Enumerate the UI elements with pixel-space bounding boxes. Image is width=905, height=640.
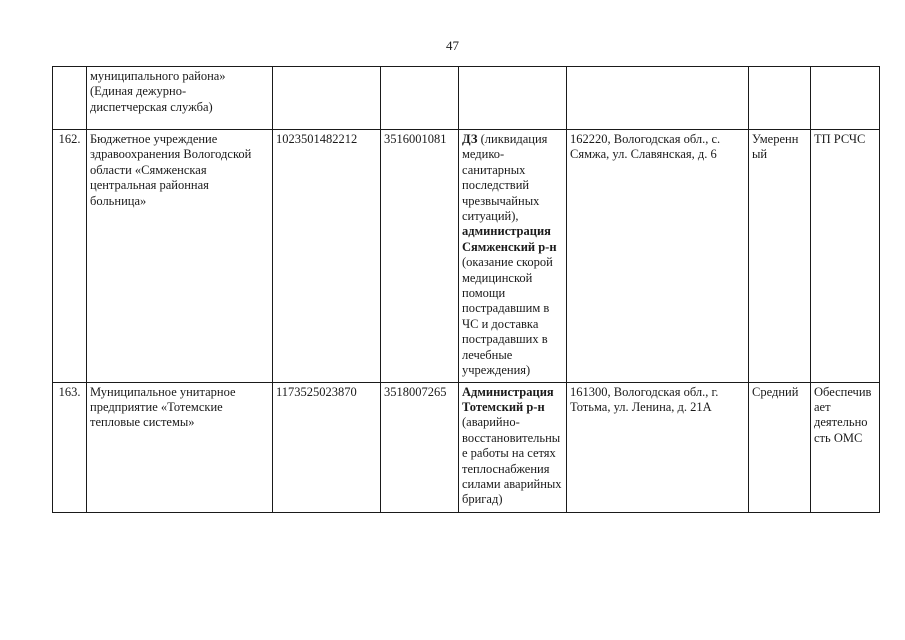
cell-line: здравоохранения Вологодской (90, 147, 252, 162)
cell-line: деятельно (814, 415, 868, 430)
cell-line: Средний (752, 384, 799, 399)
cell-text: санитарных (462, 162, 526, 177)
cell-line (462, 163, 563, 178)
cell-text: восстановительны (462, 430, 561, 445)
row-number: 163. (53, 382, 87, 512)
cell-line (462, 147, 563, 162)
cell-line: предприятие «Тотемские (90, 399, 223, 414)
inn (381, 67, 459, 130)
cell-line: тепловые системы» (90, 415, 195, 430)
bold-text: Сямженский р-н (462, 239, 557, 254)
table-row (53, 130, 880, 383)
cell-text: помощи (462, 286, 506, 301)
cell-text: ЧС и доставка (462, 316, 539, 331)
cell-line (462, 240, 563, 255)
cell-text: медицинской (462, 270, 533, 285)
cell-line: (Единая дежурно- (90, 84, 187, 99)
cell-line (462, 400, 563, 415)
cell-text: силами аварийных (462, 476, 562, 491)
cell-line (462, 477, 563, 492)
ogrn: 1173525023870 (273, 382, 381, 512)
bold-text: ДЗ (462, 132, 478, 146)
cell-line: 162220, Вологодская обл., с. (570, 132, 721, 146)
registry-table-body (53, 67, 880, 513)
cell-line (462, 385, 563, 400)
cell-line (462, 446, 563, 461)
cell-line (462, 462, 563, 477)
cell-line (462, 348, 563, 363)
cell-line (462, 194, 563, 209)
address (567, 67, 749, 130)
cell-text: учреждения) (462, 363, 531, 378)
ogrn (273, 67, 381, 130)
cell-text: медико- (462, 147, 505, 162)
cell-line: Обеспечив (814, 384, 872, 399)
ogrn: 1023501482212 (273, 130, 381, 383)
bold-text: Администрация (462, 384, 554, 399)
bold-text: Тотемский р-н (462, 399, 545, 414)
inn: 3516001081 (381, 130, 459, 383)
cell-text: чрезвычайных (462, 193, 540, 208)
cell-line (462, 271, 563, 286)
address (567, 130, 749, 383)
bold-text: администрация (462, 224, 551, 239)
note (811, 130, 880, 383)
cell-text: (аварийно- (462, 415, 520, 430)
cell-line (462, 255, 563, 270)
cell-line (462, 132, 563, 147)
row-number: 162. (53, 130, 87, 383)
cell-line (462, 332, 563, 347)
cell-text: теплоснабжения (462, 461, 550, 476)
organization-name (87, 67, 273, 130)
cell-line (462, 209, 563, 224)
risk-level (749, 67, 811, 130)
address (567, 382, 749, 512)
role (459, 382, 567, 512)
cell-line: Умеренн (752, 132, 799, 146)
cell-line: ает (814, 399, 831, 414)
cell-line: центральная районная (90, 178, 209, 193)
cell-line (462, 492, 563, 507)
cell-line (462, 317, 563, 332)
cell-text: е работы на сетях (462, 446, 556, 461)
cell-line (462, 301, 563, 316)
cell-text: (ликвидация (477, 132, 548, 146)
page-number: 47 (446, 38, 459, 53)
cell-line: области «Сямженская (90, 162, 207, 177)
cell-line: муниципального района» (90, 69, 226, 83)
row-number (53, 67, 87, 130)
organization-name (87, 382, 273, 512)
cell-line (462, 363, 563, 378)
risk-level (749, 130, 811, 383)
registry-table (52, 66, 880, 513)
role (459, 67, 567, 130)
cell-line: Тотьма, ул. Ленина, д. 21А (570, 399, 712, 414)
cell-line: 161300, Вологодская обл., г. (570, 384, 719, 399)
table-row (53, 382, 880, 512)
organization-name (87, 130, 273, 383)
cell-text: (оказание скорой (462, 255, 553, 270)
cell-line: сть ОМС (814, 430, 863, 445)
risk-level (749, 382, 811, 512)
cell-line: Сямжа, ул. Славянская, д. 6 (570, 147, 717, 162)
cell-text: пострадавших в (462, 332, 548, 347)
cell-line (462, 415, 563, 430)
cell-line (462, 224, 563, 239)
cell-text: последствий (462, 178, 530, 193)
cell-line: больница» (90, 193, 147, 208)
note (811, 382, 880, 512)
cell-line (462, 286, 563, 301)
role (459, 130, 567, 383)
cell-line: ый (752, 147, 768, 162)
table-row (53, 67, 880, 130)
cell-text: ситуаций), (462, 209, 519, 224)
cell-line: Бюджетное учреждение (90, 132, 218, 146)
cell-line (462, 431, 563, 446)
cell-text: лечебные (462, 347, 513, 362)
inn: 3518007265 (381, 382, 459, 512)
cell-text: пострадавшим в (462, 301, 550, 316)
cell-line: ТП РСЧС (814, 132, 866, 146)
cell-line: диспетчерская служба) (90, 99, 213, 114)
cell-line: Муниципальное унитарное (90, 384, 236, 399)
cell-line (462, 178, 563, 193)
note (811, 67, 880, 130)
cell-text: бригад) (462, 492, 503, 507)
